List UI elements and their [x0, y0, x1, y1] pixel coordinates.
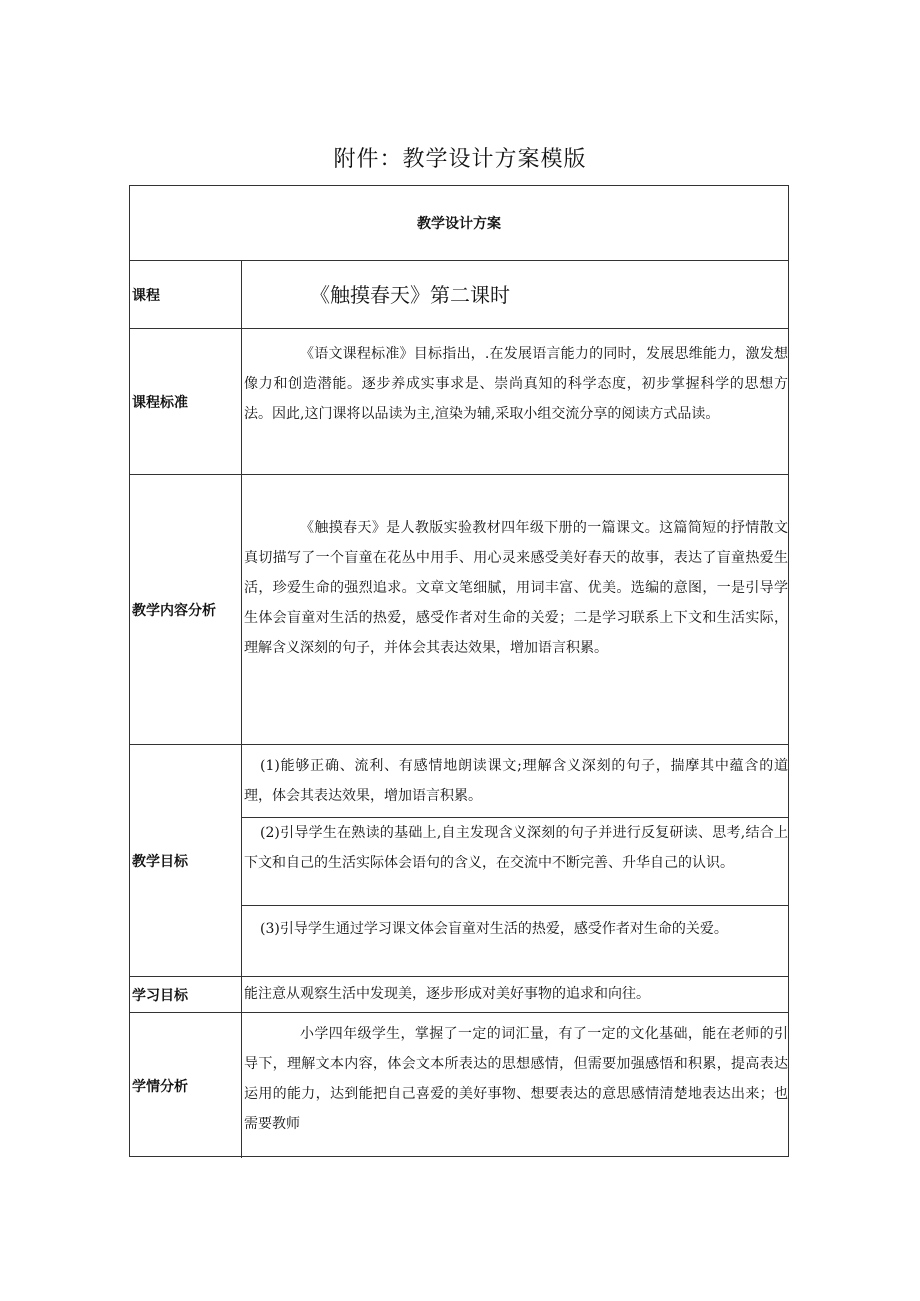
document-title: 附件：教学设计方案模版: [333, 147, 587, 172]
standard-cell: [241, 329, 788, 474]
learning-goals-cell: [241, 977, 788, 1012]
content-analysis-text: 《触摸春天》是人教版实验教材四年级下册的一篇课文。这篇简短的抒情散文真切描写了一个盲童在花丛中用手、用心灵来感受美好春天的故事，表达了盲童热爱生活，珍爱生命的强烈追求。文章文笔细腻，用词丰富、优美。选编的意图，一是引导学生体会盲童对生活的热爱，感受作者对生命的关爱；二是学习联系上下文和生活实际，理解含义深刻的句子，并体会其表达效果，增加语言积累。: [244, 520, 788, 656]
student-analysis-row: [130, 1012, 788, 1158]
teaching-goal-2: (2)引导学生在熟读的基础上,自主发现含义深刻的句子并进行反复研读、思考,结合上下文和自己的生活实际体会语句的含义，在交流中不断完善、升华自己的认识。: [242, 817, 788, 905]
table-header-row: [130, 186, 788, 260]
learning-goals-row: [130, 976, 788, 1012]
teaching-goals-label: 教学目标: [132, 853, 188, 870]
learning-goals-text: 能注意从观察生活中发现美，逐步形成对美好事物的追求和向往。: [244, 986, 650, 1002]
teaching-goal-3: (3)引导学生通过学习课文体会盲童对生活的热爱，感受作者对生命的关爱。: [242, 905, 788, 977]
course-row: [130, 260, 788, 328]
content-analysis-cell: [241, 475, 788, 744]
content-analysis-label: 教学内容分析: [132, 602, 216, 619]
student-analysis-cell: [241, 1013, 788, 1158]
content-analysis-row: [130, 474, 788, 744]
course-name: 《触摸春天》第二课时: [241, 261, 788, 328]
teaching-goals-cell: [241, 745, 788, 976]
table-header-title: 教学设计方案: [417, 216, 501, 232]
lesson-plan-table: [129, 185, 789, 1157]
course-label: 课程: [132, 287, 160, 304]
teaching-goal-1: (1)能够正确、流利、有感情地朗读课文;理解含义深刻的句子，揣摩其中蕴含的道理，体会其表达效果，增加语言积累。: [244, 758, 788, 804]
standard-text: 《语文课程标准》目标指出，.在发展语言能力的同时，发展思维能力，激发想像力和创造潜能。逐步养成实事求是、崇尚真知的科学态度，初步掌握科学的思想方法。因此,这门课将以品读为主,渲染为辅,采取小组交流分享的阅读方式品读。: [244, 346, 788, 422]
teaching-goals-row: [130, 744, 788, 976]
learning-goals-label: 学习目标: [132, 987, 188, 1004]
standard-label: 课程标准: [132, 394, 188, 411]
student-analysis-label: 学情分析: [132, 1078, 188, 1095]
student-analysis-text: 小学四年级学生，掌握了一定的词汇量，有了一定的文化基础，能在老师的引导下，理解文本内容，体会文本所表达的思想感情，但需要加强感悟和积累，提高表达运用的能力，达到能把自己喜爱的美好事物、想要表达的意思感情清楚地表达出来；也需要教师: [244, 1026, 788, 1132]
standard-row: [130, 328, 788, 474]
